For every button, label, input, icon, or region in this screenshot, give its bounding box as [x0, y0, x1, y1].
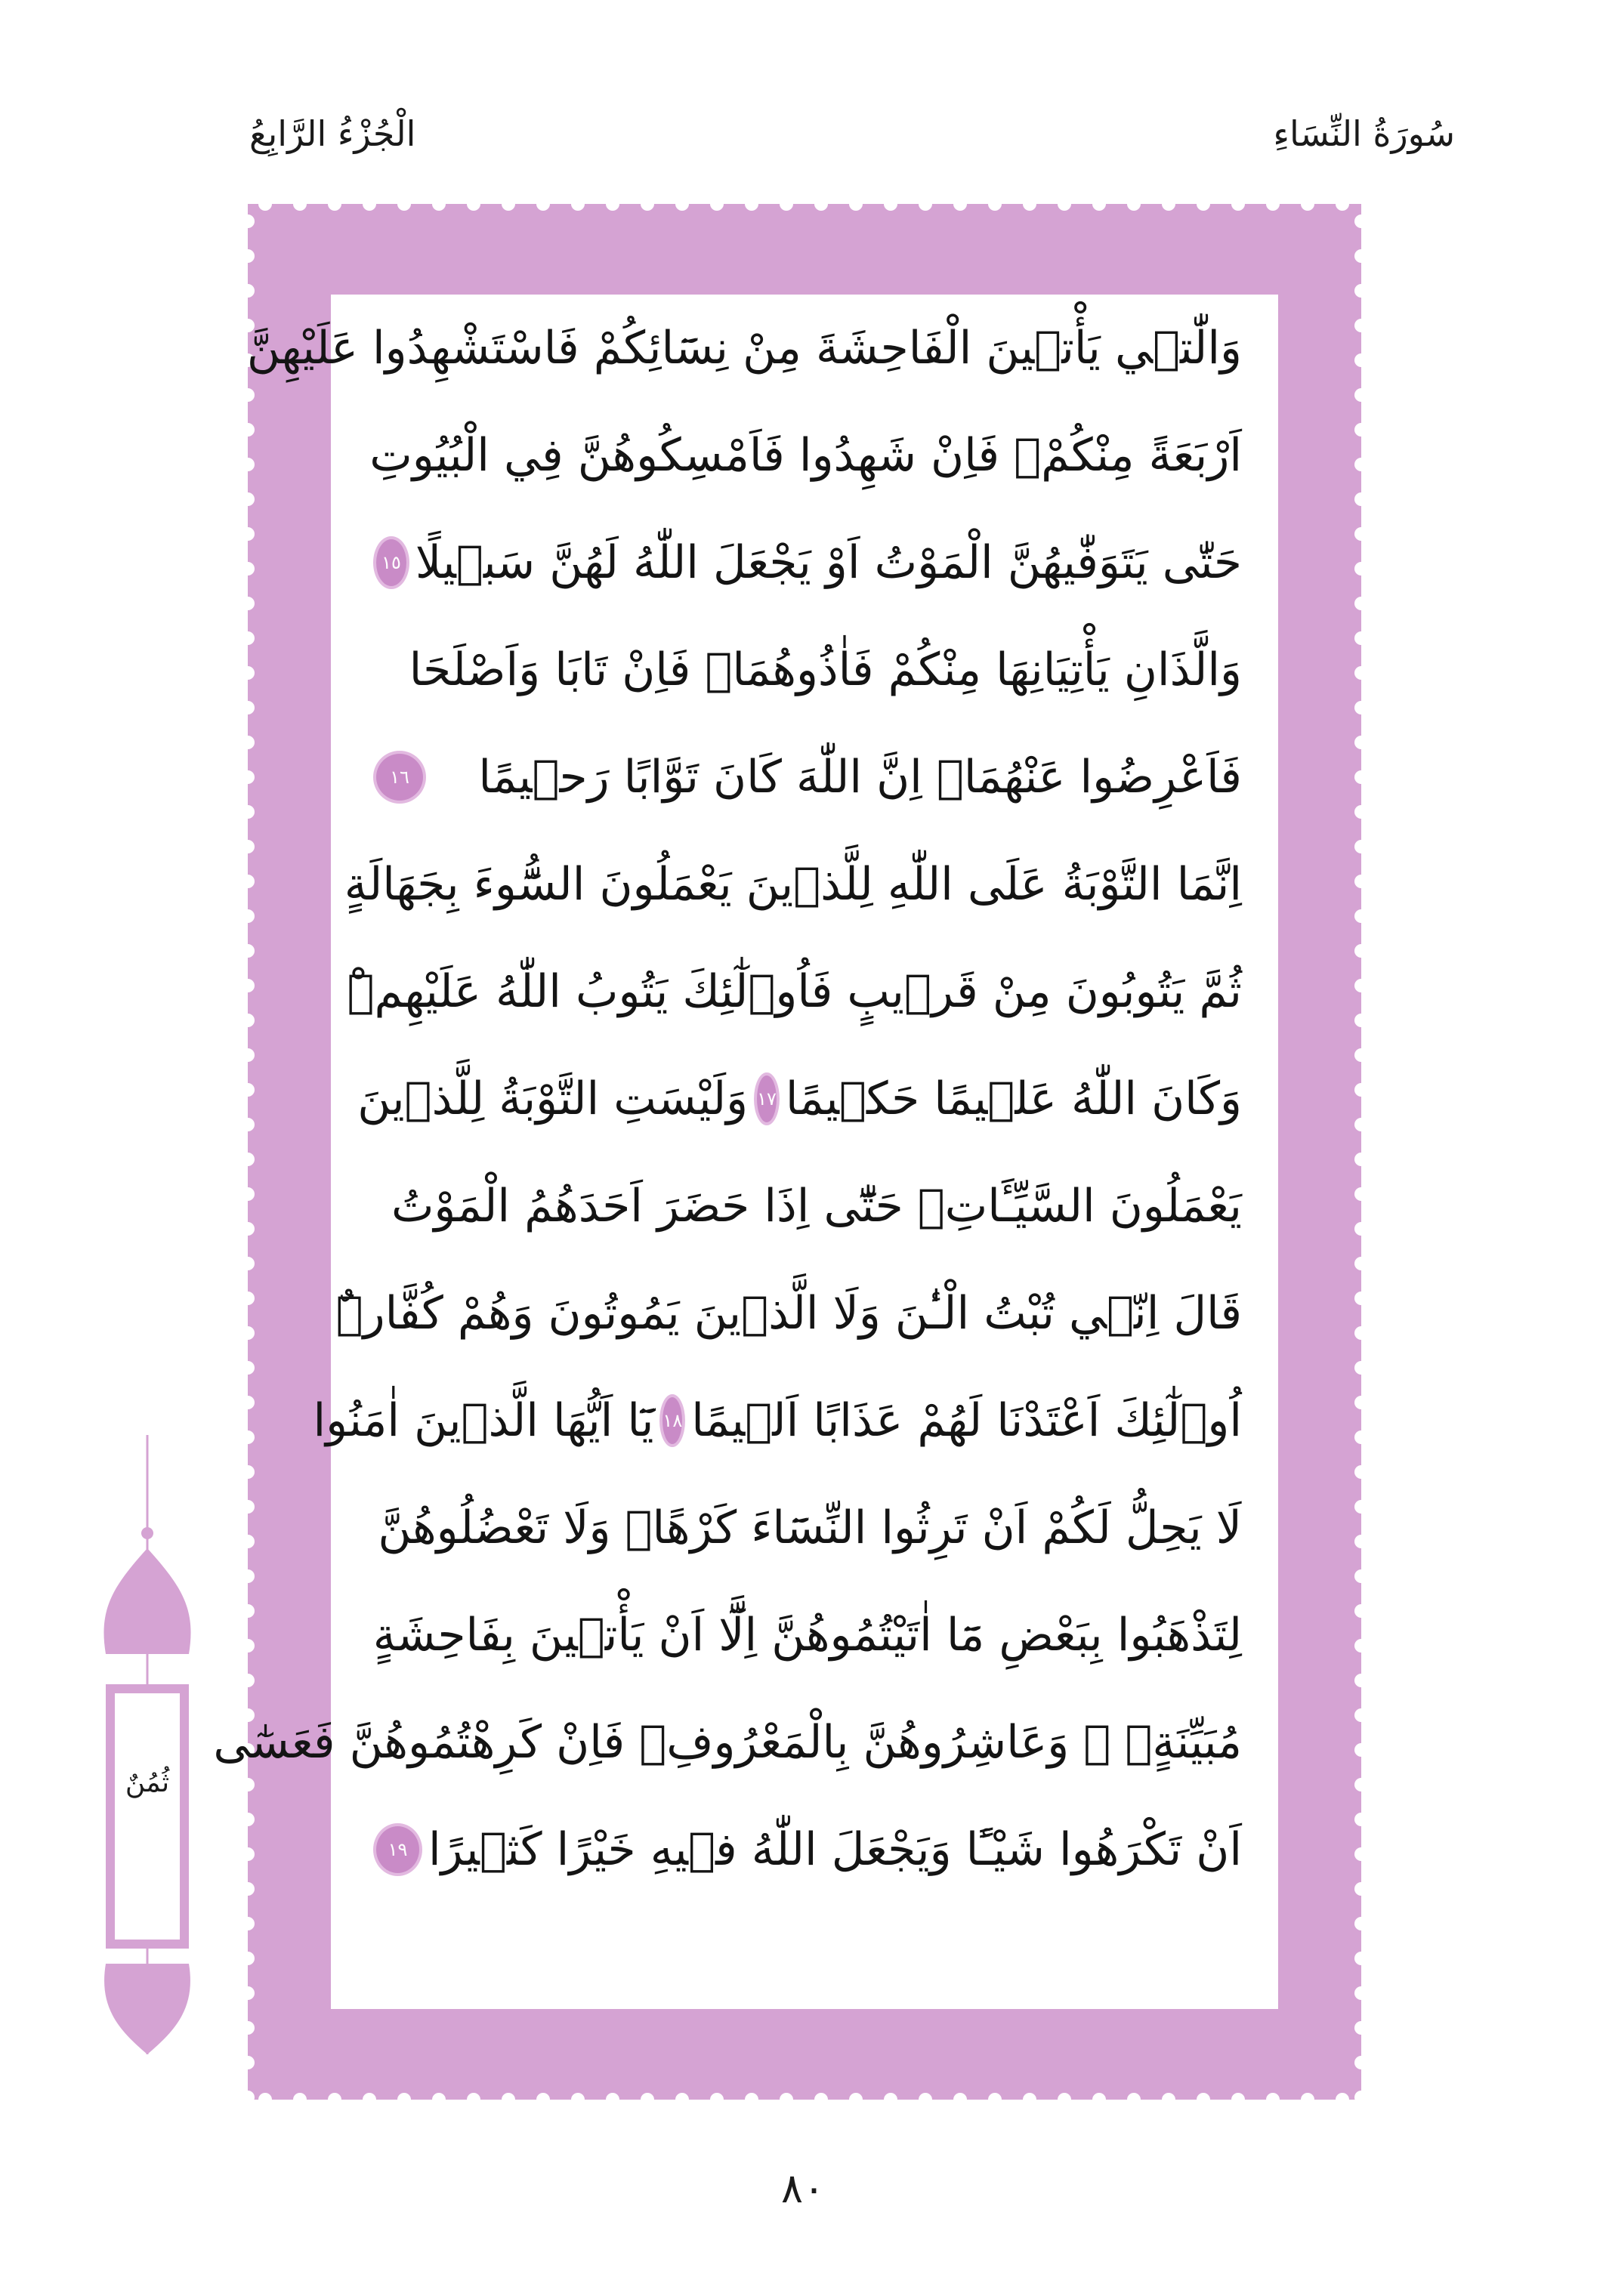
ayah-number-marker: ١٥	[376, 539, 406, 586]
verse-text: قَالَ اِنّ۪ي تُبْتُ الْـٰٔنَ وَلَا الَّذ۪ينَ يَمُوتُونَ وَهُمْ كُفَّارٌۜ	[335, 1287, 1242, 1340]
verse-line	[347, 938, 1242, 1045]
verse-text: فَاَعْرِضُوا عَنْهُمَاۜ اِنَّ اللّٰهَ كَانَ تَوَّابًا رَح۪يمًا	[478, 751, 1242, 804]
verse-text-continued: وَلَيْسَتِ التَّوْبَةُ لِلَّذ۪ينَ	[357, 1072, 749, 1125]
page-number: ٨٠	[780, 2165, 825, 2212]
verse-text: يَعْمَلُونَ السَّيِّـَٔاتِۚ حَتّٰٓى اِذَا حَضَرَ اَحَدَهُمُ الْمَوْتُ	[391, 1180, 1242, 1233]
verse-text-continued: يَٓا اَيُّهَا الَّذ۪ينَ اٰمَنُوا	[313, 1394, 654, 1447]
verse-text: وَكَانَ اللّٰهُ عَل۪يمًا حَك۪يمًا	[785, 1072, 1242, 1125]
verse-line	[367, 1796, 1242, 1903]
verse-text: لَا يَحِلُّ لَكُمْ اَنْ تَرِثُوا النِّسَٓاءَ كَرْهًاۜ وَلَا تَعْضُلُوهُنَّ	[378, 1501, 1242, 1554]
verse-line	[313, 1367, 1242, 1474]
verse-line	[367, 509, 1242, 616]
verse-text: حَتّٰى يَتَوَفّٰيهُنَّ الْمَوْتُ اَوْ يَجْعَلَ اللّٰهُ لَهُنَّ سَب۪يلًا	[415, 536, 1242, 589]
verse-text: اُو۬لٰٓئِكَ اَعْتَدْنَا لَهُمْ عَذَابًا اَل۪يمًا	[691, 1394, 1242, 1447]
hizb-marker-ornament	[83, 1435, 212, 2054]
verse-line	[367, 724, 1242, 831]
verse-text: وَالَّذَانِ يَأْتِيَانِهَا مِنْكُمْ فَاٰذُوهُمَاۚ فَاِنْ تَابَا وَاَصْلَحَا	[409, 643, 1242, 696]
hizb-marker-label: ثُمُنٌ	[125, 1767, 170, 1798]
verse-text: لِتَذْهَبُوا بِبَعْضِ مَٓا اٰتَيْتُمُوهُنَّ اِلَّٓا اَنْ يَأْت۪ينَ بِفَاحِشَةٍ	[372, 1609, 1242, 1662]
verse-line	[367, 1474, 1242, 1582]
ayah-number-marker: ١٩	[376, 1826, 419, 1873]
ayah-number-marker: ١٨	[662, 1397, 682, 1444]
verse-line	[213, 1689, 1242, 1796]
surah-name: سُورَةُ النِّسَاءِ	[1273, 113, 1455, 154]
verse-text: اَنْ تَكْرَهُوا شَيْـًٔا وَيَجْعَلَ اللّٰهُ ف۪يهِ خَيْرًا كَث۪يرًا	[428, 1823, 1242, 1876]
verse-line	[344, 831, 1242, 938]
verse-line	[367, 402, 1242, 509]
ornamental-frame	[213, 204, 1361, 2100]
ayah-number-marker: ١٦	[376, 754, 423, 801]
verse-line	[335, 1260, 1242, 1367]
verse-line	[367, 616, 1242, 724]
verse-text: اِنَّمَا التَّوْبَةُ عَلَى اللّٰهِ لِلَّذ۪ينَ يَعْمَلُونَ السُّٓوءَ بِجَهَالَةٍ	[344, 858, 1242, 911]
verse-text: ثُمَّ يَتُوبُونَ مِنْ قَر۪يبٍ فَاُو۬لٰٓئِكَ يَتُوبُ اللّٰهُ عَلَيْهِمْۜ	[347, 965, 1242, 1018]
verse-line	[367, 1153, 1242, 1260]
juz-name: الْجُزْءُ الرَّابِعُ	[249, 113, 416, 154]
ayah-number-marker: ١٧	[757, 1075, 777, 1122]
verse-line	[246, 295, 1242, 402]
verse-text: اَرْبَعَةً مِنْكُمْۚ فَاِنْ شَهِدُوا فَاَمْسِكُوهُنَّ فِي الْبُيُوتِ	[369, 429, 1242, 482]
verse-text: مُبَيِّنَةٍۚ ۞ وَعَاشِرُوهُنَّ بِالْمَعْرُوفِۚ فَاِنْ كَرِهْتُمُوهُنَّ فَعَسٰٓى	[213, 1716, 1242, 1769]
verse-text: وَالّٰت۪ي يَأْت۪ينَ الْفَاحِشَةَ مِنْ نِسَٓائِكُمْ فَاسْتَشْهِدُوا عَلَيْهِنَّ	[246, 322, 1242, 375]
quran-text-panel	[213, 295, 1278, 2009]
verse-line	[357, 1045, 1242, 1153]
verse-line	[367, 1582, 1242, 1689]
